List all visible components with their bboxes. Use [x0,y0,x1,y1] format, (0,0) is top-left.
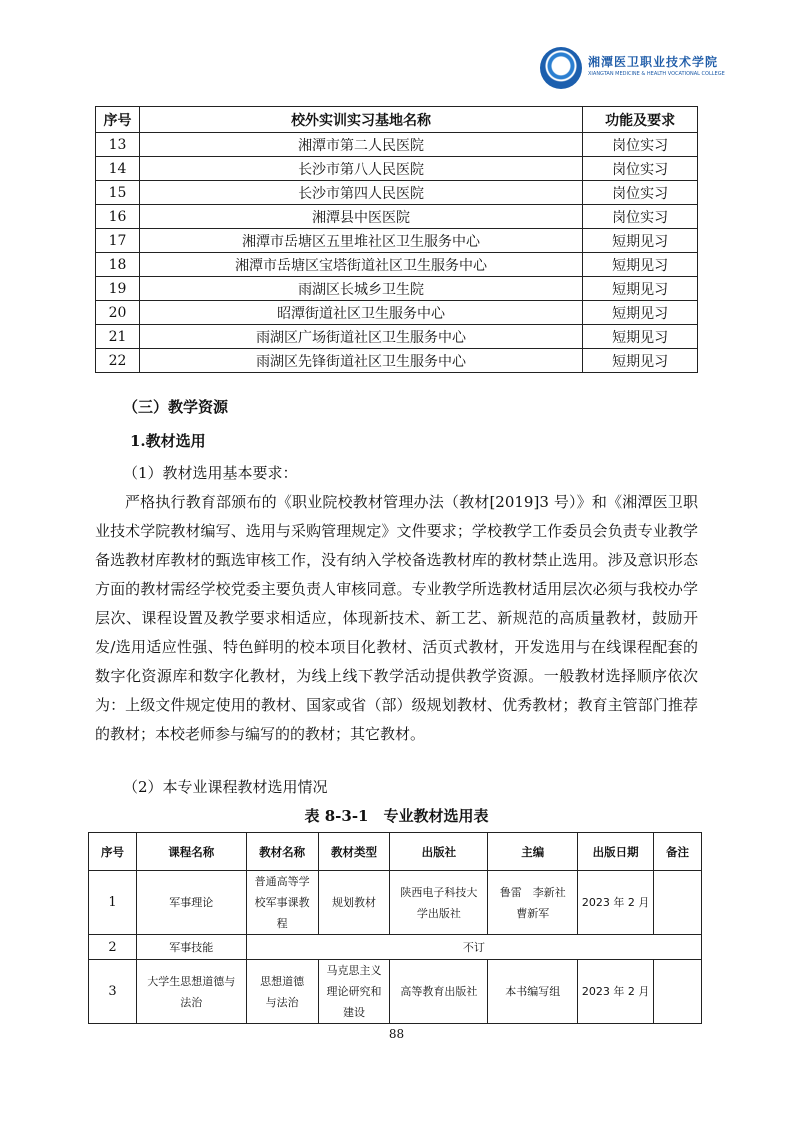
cell-no: 22 [96,349,140,373]
textbook-table [88,832,702,1024]
table-row [96,325,698,349]
logo-english-name: XIANGTAN MEDICINE & HEALTH VOCATIONAL COLLEGE [588,71,725,77]
cell-no: 20 [96,301,140,325]
table-row [96,349,698,373]
cell-base-name: 长沙市第八人民医院 [139,157,582,181]
header-note: 备注 [654,833,702,871]
cell-base-name: 雨湖区先锋街道社区卫生服务中心 [139,349,582,373]
cell-base-name: 雨湖区广场街道社区卫生服务中心 [139,325,582,349]
table-row [96,133,698,157]
header-editor: 主编 [488,833,578,871]
cell-course: 军事理论 [136,871,246,935]
cell-note [654,871,702,935]
college-logo [540,47,725,91]
cell-no: 2 [89,935,137,960]
table-row [89,960,702,1024]
cell-function: 岗位实习 [583,181,698,205]
page-number: 88 [388,1027,405,1041]
table-row [96,157,698,181]
table-header-row [89,833,702,871]
cell-book: 思想道德与法治 [246,960,318,1024]
item-2-heading: （2）本专业课程教材选用情况 [123,778,328,796]
cell-no: 17 [96,229,140,253]
cell-no: 21 [96,325,140,349]
cell-base-name: 湘潭市第二人民医院 [139,133,582,157]
cell-editor: 本书编写组 [488,960,578,1024]
cell-function: 短期见习 [583,301,698,325]
table-row [96,277,698,301]
cell-base-name: 雨湖区长城乡卫生院 [139,277,582,301]
table-caption: 表 8-3-1 专业教材选用表 [304,807,489,825]
cell-function: 短期见习 [583,325,698,349]
cell-base-name: 长沙市第四人民医院 [139,181,582,205]
header-base-name: 校外实训实习基地名称 [139,107,582,133]
table-row [96,253,698,277]
college-emblem-icon [540,47,582,89]
section-title: （三）教学资源 [123,398,229,416]
cell-no: 16 [96,205,140,229]
body-paragraph: 严格执行教育部颁布的《职业院校教材管理办法（教材[2019]3 号）》和《湘潭医卫职业技术学院教材编写、选用与采购管理规定》文件要求；学校教学工作委员会负责专业教学备选教材库教材的甄选审核工作，没有纳入学校备选教材库的教材禁止选用。涉及意识形态方面的教材需经学校党委主要负责人审核同意。专业教学所选教材适用层次必须与我校办学层次、课程设置及教学要求相适应，体现新技术、新工艺、新规范的高质量教材，鼓励开发/选用适应性强、特色鲜明的校本项目化教材、活页式教材，开发选用与在线课程配套的数字化资源库和数字化教材，为线上线下教学活动提供教学资源。一般教材选择顺序依次为：上级文件规定使用的教材、国家或省（部）级规划教材、优秀教材；教育主管部门推荐的教材；本校老师参与编写的的教材；其它教材。 [95,493,698,743]
cell-course: 军事技能 [136,935,246,960]
sub-section-title: 1.教材选用 [130,432,206,450]
cell-merged: 不订 [246,935,701,960]
table-header-row [96,107,698,133]
cell-no: 3 [89,960,137,1024]
header-type: 教材类型 [318,833,390,871]
cell-function: 短期见习 [583,277,698,301]
table-row [96,301,698,325]
cell-book: 普通高等学校军事课教程 [246,871,318,935]
cell-type: 马克思主义理论研究和建设 [318,960,390,1024]
cell-base-name: 湘潭市岳塘区宝塔街道社区卫生服务中心 [139,253,582,277]
cell-base-name: 湘潭市岳塘区五里堆社区卫生服务中心 [139,229,582,253]
header-no: 序号 [89,833,137,871]
cell-course: 大学生思想道德与法治 [136,960,246,1024]
cell-function: 岗位实习 [583,157,698,181]
item-1-heading: （1）教材选用基本要求： [123,464,298,482]
header-course: 课程名称 [136,833,246,871]
cell-publisher: 陕西电子科技大学出版社 [390,871,488,935]
logo-chinese-name: 湘潭医卫职业技术学院 [588,55,719,69]
cell-base-name: 昭潭街道社区卫生服务中心 [139,301,582,325]
cell-function: 岗位实习 [583,133,698,157]
cell-no: 19 [96,277,140,301]
table-row [89,935,702,960]
cell-function: 短期见习 [583,229,698,253]
cell-no: 13 [96,133,140,157]
cell-date: 2023 年 2 月 [578,960,654,1024]
cell-no: 1 [89,871,137,935]
header-publisher: 出版社 [390,833,488,871]
table-row [89,871,702,935]
cell-no: 18 [96,253,140,277]
cell-date: 2023 年 2 月 [578,871,654,935]
header-function: 功能及要求 [583,107,698,133]
table-row [96,181,698,205]
cell-function: 短期见习 [583,349,698,373]
cell-type: 规划教材 [318,871,390,935]
header-no: 序号 [96,107,140,133]
cell-function: 短期见习 [583,253,698,277]
cell-publisher: 高等教育出版社 [390,960,488,1024]
header-book: 教材名称 [246,833,318,871]
cell-no: 14 [96,157,140,181]
training-base-table [95,106,698,373]
cell-editor: 鲁雷 李新社 曹新军 [488,871,578,935]
cell-function: 岗位实习 [583,205,698,229]
table-row [96,229,698,253]
cell-note [654,960,702,1024]
cell-no: 15 [96,181,140,205]
header-date: 出版日期 [578,833,654,871]
table-row [96,205,698,229]
cell-base-name: 湘潭县中医医院 [139,205,582,229]
